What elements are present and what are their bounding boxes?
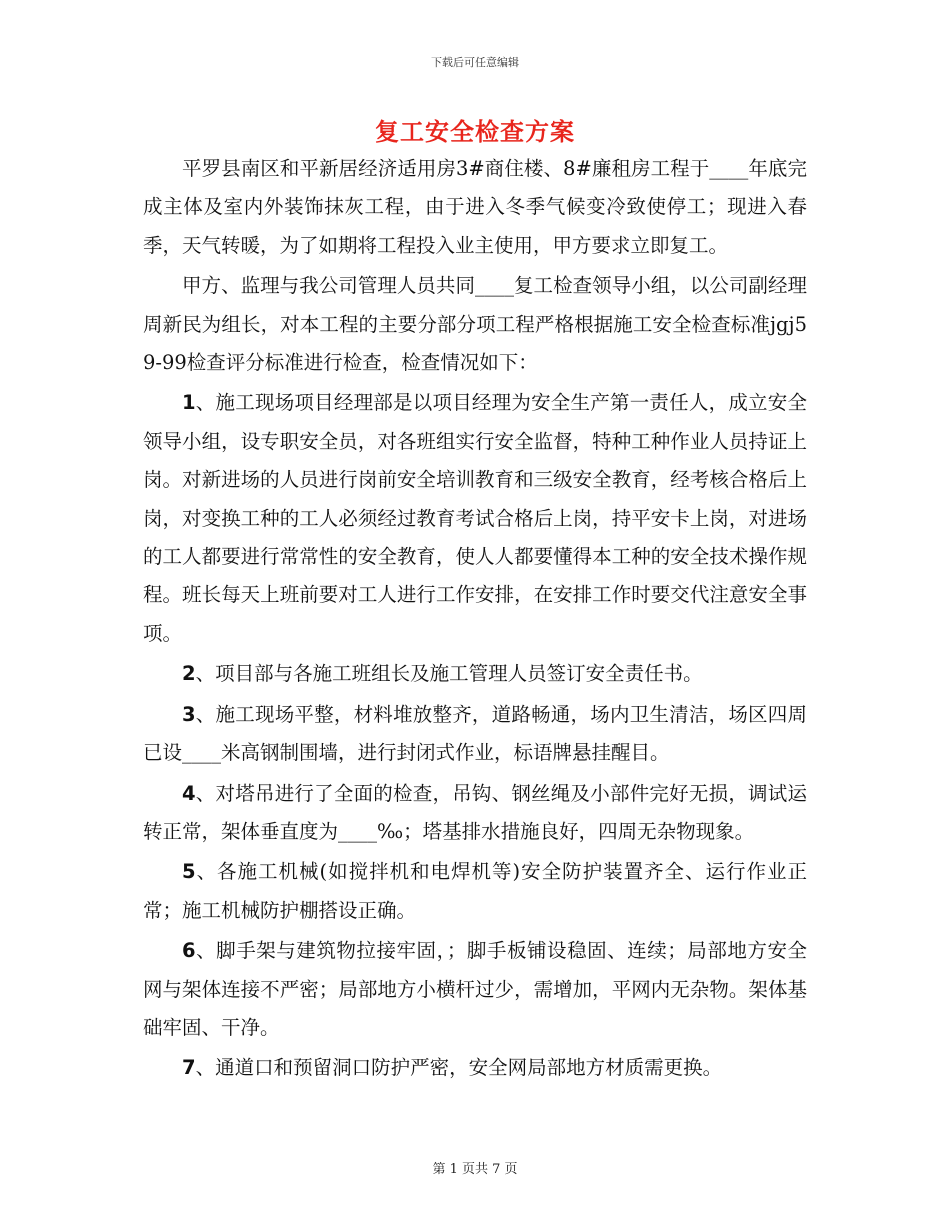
paragraph-text: 、脚手架与建筑物拉接牢固，；脚手板铺设稳固、连续；局部地方安全网与架体连接不严密；局部地方小横杆过少，需增加，平网内无杂物。架体基础牢固、干净。 bbox=[143, 939, 807, 1039]
paragraph-item-2 bbox=[143, 655, 807, 693]
document-body bbox=[143, 150, 807, 1090]
paragraph-inspection-group bbox=[143, 267, 807, 382]
item-number: 2 bbox=[182, 662, 196, 686]
paragraph-item-7 bbox=[143, 1049, 807, 1087]
paragraph-text: 、项目部与各施工班组长及施工管理人员签订安全责任书。 bbox=[195, 662, 703, 686]
paragraph-text: 甲方、监理与我公司管理人员共同____复工检查领导小组，以公司副经理周新民为组长，对本工程的主要分部分项工程严格根据施工安全检查标准jgj59-99检查评分标准进行检查，检查情况如下： bbox=[143, 274, 807, 375]
paragraph-text: 、通道口和预留洞口防护严密，安全网局部地方材质需更换。 bbox=[195, 1056, 723, 1080]
page-footer: 第 1 页共 7 页 bbox=[432, 1162, 518, 1177]
item-number: 6 bbox=[182, 939, 196, 963]
paragraph-item-1 bbox=[143, 384, 807, 653]
paragraph-item-3 bbox=[143, 696, 807, 773]
paragraph-item-6 bbox=[143, 932, 807, 1047]
item-number: 5 bbox=[182, 860, 196, 884]
item-number: 3 bbox=[182, 702, 196, 726]
paragraph-text: 、施工现场项目经理部是以项目经理为安全生产第一责任人，成立安全领导小组，设专职安全员，对各班组实行安全监督，特种工种作业人员持证上岗。对新进场的人员进行岗前安全培训教育和三级安全教育，经考核合格后上岗，对变换工种的工人必须经过教育考试合格后上岗，持平安卡上岗，对进场的工人都要进行常常性的安全教育，使人人都要懂得本工种的安全技术操作规程。班长每天上班前要对工人进行工作安排，在安排工作时要交代注意安全事项。 bbox=[143, 391, 807, 645]
paragraph-text: 平罗县南区和平新居经济适用房3#商住楼、8#廉租房工程于____年底完成主体及室内外装饰抹灰工程，由于进入冬季气候变冷致使停工；现进入春季，天气转暖，为了如期将工程投入业主使用，甲方要求立即复工。 bbox=[143, 157, 807, 257]
header-note: 下载后可任意编辑 bbox=[431, 56, 519, 69]
item-number: 7 bbox=[182, 1056, 196, 1080]
item-number: 4 bbox=[182, 781, 196, 805]
paragraph-intro bbox=[143, 150, 807, 265]
paragraph-text: 、各施工机械(如搅拌机和电焊机等)安全防护装置齐全、运行作业正常；施工机械防护棚搭设正确。 bbox=[143, 860, 807, 922]
page-title: 复工安全检查方案 bbox=[375, 118, 575, 146]
item-number: 1 bbox=[182, 391, 196, 415]
paragraph-text: 、对塔吊进行了全面的检查，吊钩、钢丝绳及小部件完好无损，调试运转正常，架体垂直度为____‰；塔基排水措施良好，四周无杂物现象。 bbox=[143, 781, 807, 843]
paragraph-text: 、施工现场平整，材料堆放整齐，道路畅通，场内卫生清洁，场区四周已设____米高钢制围墙，进行封闭式作业，标语牌悬挂醒目。 bbox=[143, 702, 807, 765]
paragraph-item-4 bbox=[143, 775, 807, 852]
paragraph-item-5 bbox=[143, 853, 807, 930]
